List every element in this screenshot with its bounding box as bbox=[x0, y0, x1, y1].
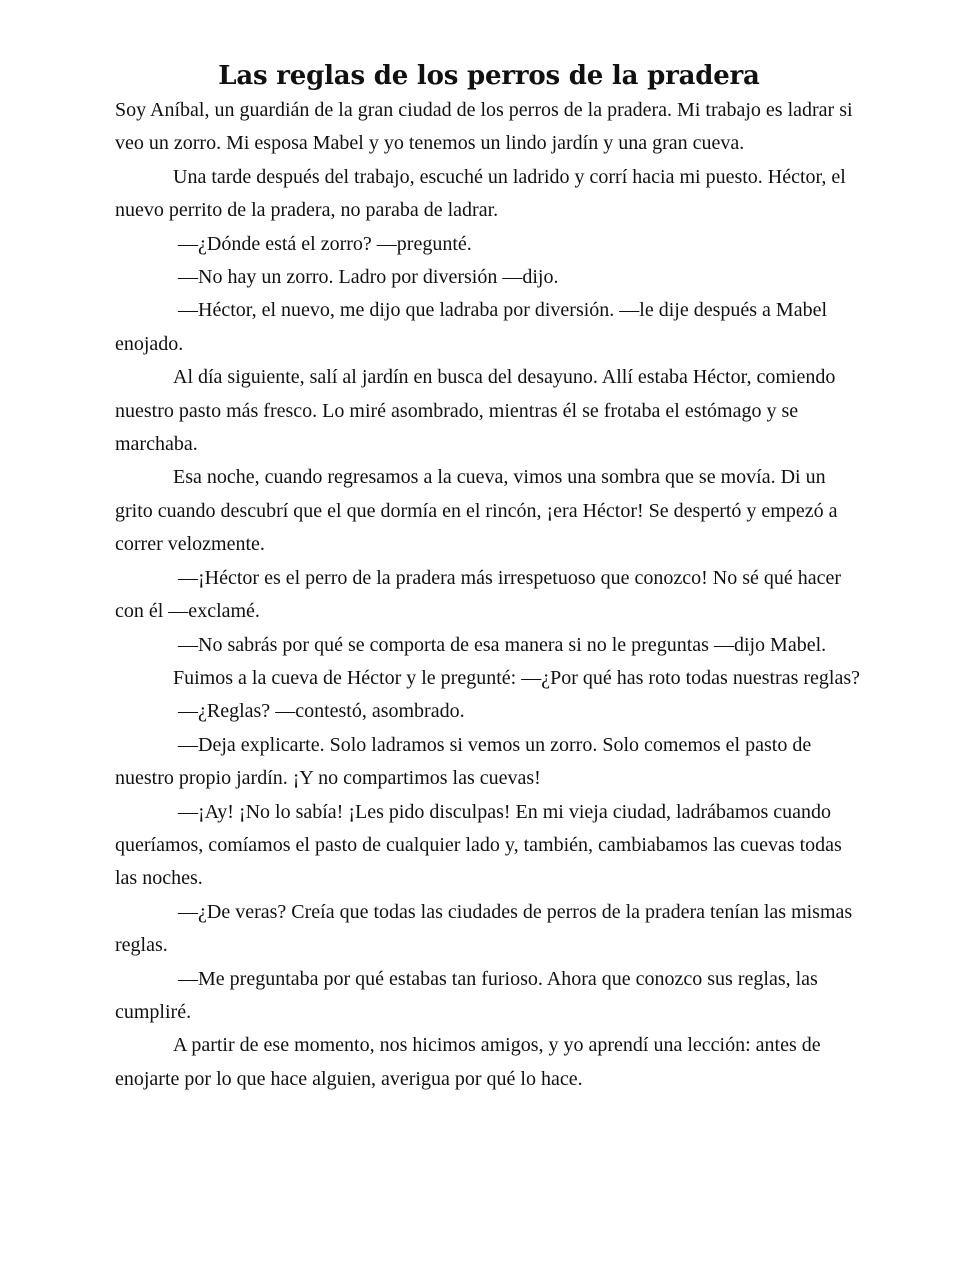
dialogue-line: —¿De veras? Creía que todas las ciudades de perros de la pradera tenían las mismas reglas. bbox=[115, 900, 853, 957]
paragraph: A partir de ese momento, nos hicimos amigos, y yo aprendí una lección: antes de enojarte por lo que hace alguien, averigua por qué lo hace. bbox=[115, 1034, 821, 1090]
story-title: Las reglas de los perros de la pradera bbox=[218, 61, 760, 91]
dialogue-line: —¡Héctor es el perro de la pradera más irrespetuoso que conozco! No sé qué hacer con él —exclamé. bbox=[115, 566, 842, 623]
story-page bbox=[115, 56, 863, 1096]
dialogue-line: —Me preguntaba por qué estabas tan furioso. Ahora que conozco sus reglas, las cumpliré. bbox=[115, 967, 818, 1023]
dialogue-line: —¿Reglas? —contestó, asombrado. bbox=[178, 700, 465, 723]
paragraph: Al día siguiente, salí al jardín en busca del desayuno. Allí estaba Héctor, comiendo nuestro pasto más fresco. Lo miré asombrado, mientras él se frotaba el estómago y se marchaba. bbox=[115, 366, 836, 456]
paragraph: Esa noche, cuando regresamos a la cueva, vimos una sombra que se movía. Di un grito cuando descubrí que el que dormía en el rincón, ¡era Héctor! Se despertó y empezó a correr velozmente. bbox=[115, 466, 838, 556]
dialogue-line: —¿Dónde está el zorro? —pregunté. bbox=[178, 232, 472, 255]
dialogue-line: —Deja explicarte. Solo ladramos si vemos un zorro. Solo comemos el pasto de nuestro propio jardín. ¡Y no compartimos las cuevas! bbox=[115, 733, 812, 790]
dialogue-line: —No sabrás por qué se comporta de esa manera si no le preguntas —dijo Mabel. bbox=[178, 633, 827, 656]
paragraph: Una tarde después del trabajo, escuché un ladrido y corrí hacia mi puesto. Héctor, el nuevo perrito de la pradera, no paraba de ladrar. bbox=[115, 165, 846, 222]
dialogue-line: —¡Ay! ¡No lo sabía! ¡Les pido disculpas! En mi vieja ciudad, ladrábamos cuando queríamos, comíamos el pasto de cualquier lado y, también, cambiabamos las cuevas todas las noches. bbox=[115, 800, 842, 890]
paragraph: Fuimos a la cueva de Héctor y le pregunté: —¿Por qué has roto todas nuestras reglas? bbox=[173, 666, 861, 689]
dialogue-line: —Héctor, el nuevo, me dijo que ladraba por diversión. —le dije después a Mabel enojado. bbox=[115, 299, 828, 355]
dialogue-line: —No hay un zorro. Ladro por diversión —dijo. bbox=[178, 266, 559, 289]
paragraph: Soy Aníbal, un guardián de la gran ciudad de los perros de la pradera. Mi trabajo es ladrar si veo un zorro. Mi esposa Mabel y yo tenemos un lindo jardín y una gran cueva. bbox=[115, 99, 853, 155]
